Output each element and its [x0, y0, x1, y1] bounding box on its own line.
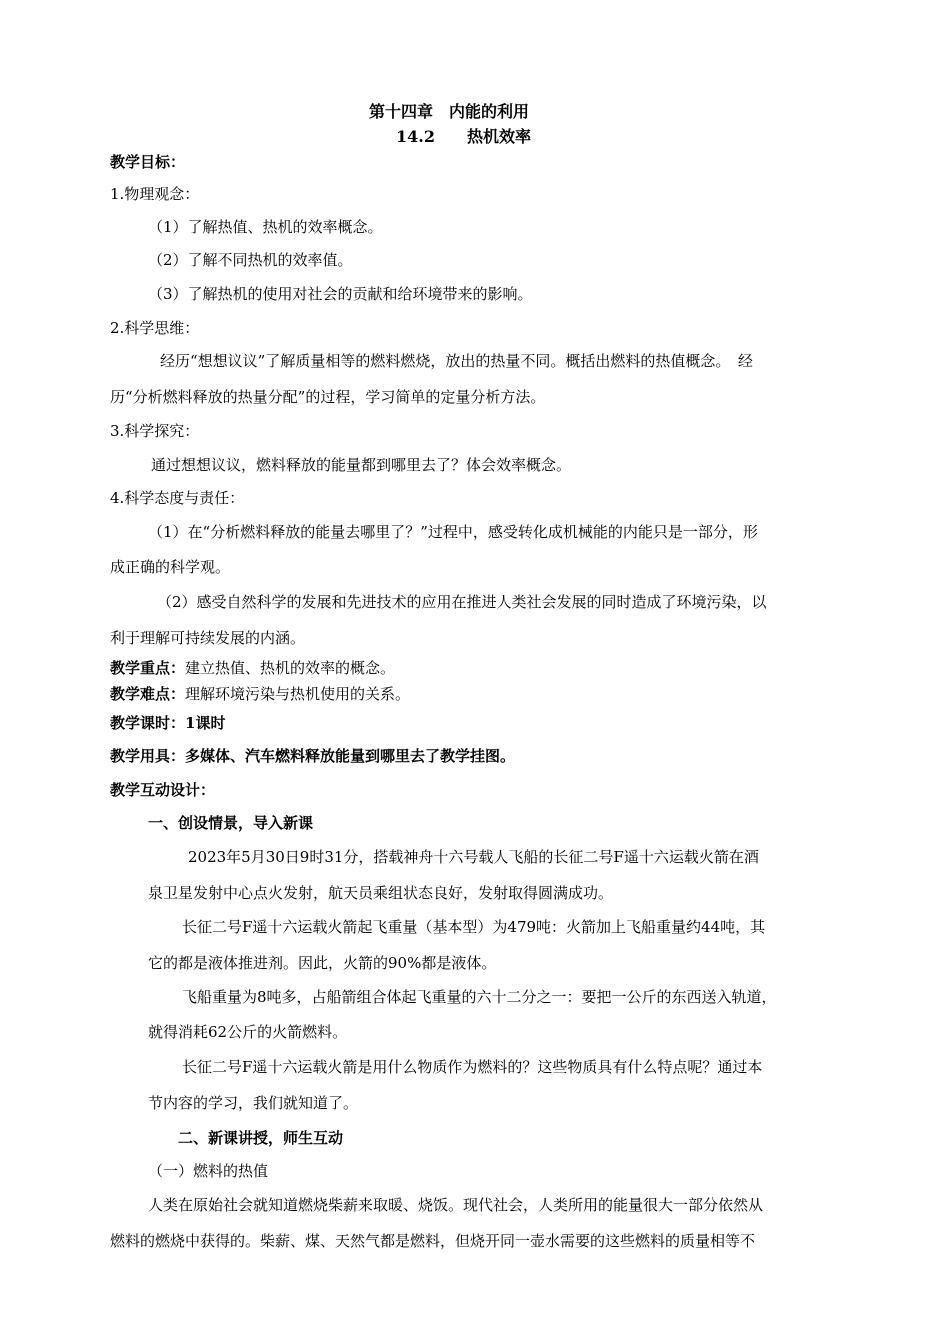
scientific-thinking-line: 经历“想想议议”了解质量相等的燃料燃烧，放出的热量不同。概括出燃料的热值概念。 经	[160, 352, 753, 370]
attitude-line: 利于理解可持续发展的内涵。	[110, 629, 306, 647]
part1-heading: 一、创设情景，导入新课	[148, 814, 314, 832]
part1-line: 它的都是液体推进剂。因此，火箭的90%都是液体。	[148, 954, 497, 972]
part2-line: 人类在原始社会就知道燃烧柴薪来取暖、烧饭。现代社会，人类所用的能量很大一部分依然从	[148, 1196, 764, 1214]
difficulties-label: 教学难点：	[110, 685, 186, 703]
part2-line: 燃料的燃烧中获得的。柴薪、煤、天然气都是燃料，但烧开同一壶水需要的这些燃料的质量相等不	[110, 1232, 756, 1250]
scientific-inquiry-heading: 3.科学探究：	[110, 422, 200, 440]
part2-heading: 二、新课讲授，师生互动	[178, 1129, 344, 1147]
attitude-line: （2）感受自然科学的发展和先进技术的应用在推进人类社会发展的同时造成了环境污染，以	[157, 593, 767, 611]
part1-line: 就得消耗62公斤的火箭燃料。	[148, 1023, 348, 1041]
part1-line: 节内容的学习，我们就知道了。	[148, 1094, 359, 1112]
scientific-thinking-heading: 2.科学思维：	[110, 319, 200, 337]
key-points-text: 建立热值、热机的效率的概念。	[185, 659, 396, 677]
physics-concept-item: （3）了解热机的使用对社会的贡献和给环境带来的影响。	[148, 285, 533, 303]
difficulties-text: 理解环境污染与热机使用的关系。	[185, 685, 411, 703]
scientific-thinking-line: 历“分析燃料释放的热量分配”的过程，学习简单的定量分析方法。	[110, 388, 546, 406]
attitude-line: 成正确的科学观。	[110, 558, 231, 576]
difficulties	[110, 684, 410, 704]
physics-concept-heading: 1.物理观念：	[110, 185, 200, 203]
attitude-heading: 4.科学态度与责任：	[110, 489, 245, 507]
physics-concept-item: （2）了解不同热机的效率值。	[148, 251, 353, 269]
part1-line: 长征二号F遥十六运载火箭是用什么物质作为燃料的？这些物质具有什么特点呢？通过本	[182, 1058, 763, 1076]
design-heading: 教学互动设计：	[110, 781, 216, 799]
scientific-inquiry-line: 通过想想议议，燃料释放的能量都到哪里去了？体会效率概念。	[151, 456, 572, 474]
physics-concept-item: （1）了解热值、热机的效率概念。	[148, 218, 383, 236]
part1-line: 长征二号F遥十六运载火箭起飞重量（基本型）为479吨：火箭加上飞船重量约44吨，其	[182, 918, 766, 936]
section-title: 14.2 热机效率	[396, 127, 531, 146]
part2-sub-heading: （一）燃料的热值	[148, 1162, 269, 1180]
part1-line: 泉卫星发射中心点火发射，航天员乘组状态良好，发射取得圆满成功。	[148, 884, 614, 902]
part1-line: 2023年5月30日9时31分，搭载神舟十六号载人飞船的长征二号F遥十六运载火箭在酒	[188, 848, 759, 866]
part1-line: 飞船重量为8吨多，占船箭组合体起飞重量的六十二分之一：要把一公斤的东西送入轨道，	[182, 988, 777, 1006]
objectives-heading: 教学目标：	[110, 153, 186, 171]
attitude-line: （1）在“分析燃料释放的能量去哪里了？”过程中，感受转化成机械能的内能只是一部分，形	[148, 523, 758, 541]
key-points-label: 教学重点：	[110, 659, 186, 677]
teaching-hours: 教学课时：1课时	[110, 714, 226, 732]
teaching-tools: 教学用具：多媒体、汽车燃料释放能量到哪里去了教学挂图。	[110, 747, 516, 765]
key-points	[110, 658, 395, 678]
chapter-title: 第十四章 内能的利用	[369, 102, 530, 121]
